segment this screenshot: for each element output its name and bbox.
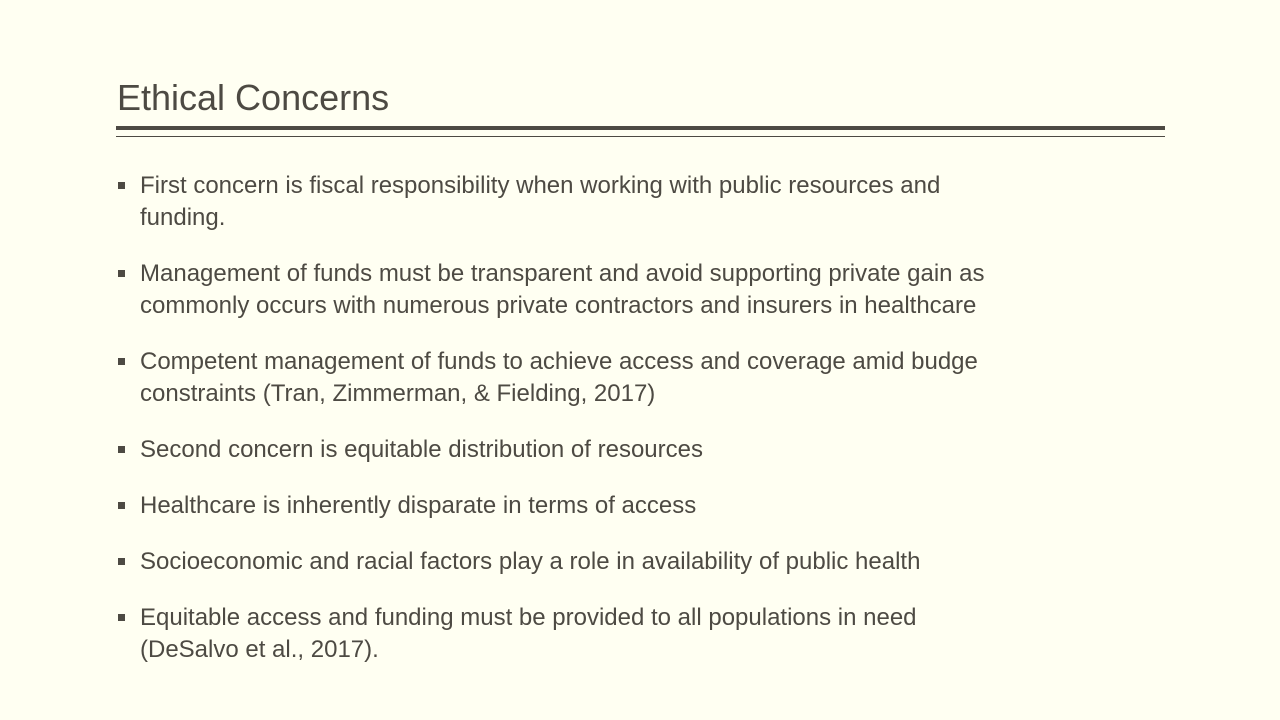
bullet-line: funding. [140,204,226,231]
bullet-item [116,258,1096,322]
bullet-item [116,434,1096,466]
bullet-line: Management of funds must be transparent and avoid supporting private gain as [140,260,985,287]
square-bullet-icon [118,270,125,277]
bullet-item [116,170,1096,234]
bullet-line: First concern is fiscal responsibility when working with public resources and [140,172,941,199]
square-bullet-icon [118,182,125,189]
title-divider-thin [116,136,1165,137]
bullet-line: (DeSalvo et al., 2017). [140,636,379,663]
slide-title: Ethical Concerns [117,77,390,118]
square-bullet-icon [118,502,125,509]
square-bullet-icon [118,614,125,621]
bullet-line: Healthcare is inherently disparate in terms of access [140,492,697,519]
bullet-line: commonly occurs with numerous private contractors and insurers in healthcare [140,292,977,319]
square-bullet-icon [118,358,125,365]
title-divider-thick [116,126,1165,130]
bullet-item [116,346,1096,410]
bullet-line: Second concern is equitable distribution of resources [140,436,703,463]
bullet-line: Competent management of funds to achieve access and coverage amid budge [140,348,978,375]
bullet-item [116,490,1096,522]
bullet-line: constraints (Tran, Zimmerman, & Fielding, 2017) [140,380,656,407]
bullet-item [116,546,1096,578]
bullet-line: Socioeconomic and racial factors play a role in availability of public health [140,548,921,575]
bullet-line: Equitable access and funding must be provided to all populations in need [140,604,917,631]
bullet-item [116,602,1096,666]
bullet-list [116,170,1096,690]
square-bullet-icon [118,558,125,565]
square-bullet-icon [118,446,125,453]
